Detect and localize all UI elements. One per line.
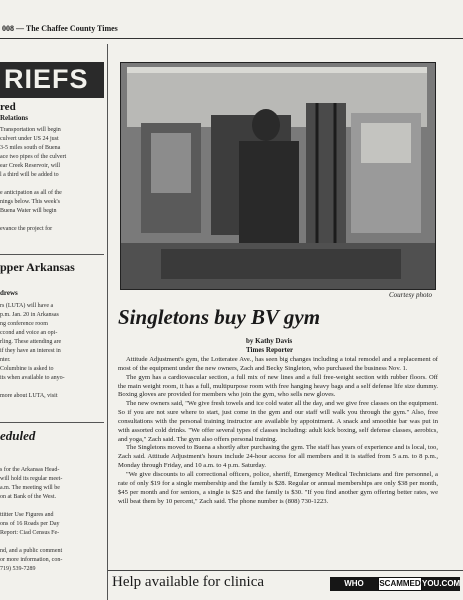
article-paragraph: The Singletons moved to Buena a shortly after purchasing the gym. The staff has years of experience and is local, too, Zach said. Attitude Adjustment's hours include 24-hour access for all members and it is staffed from 5 a.m. to 8 p.m., Monday through Friday, and 10 a.m. to 4 p.m. Saturday.	[118, 444, 438, 470]
brief-line	[0, 216, 104, 225]
brief-line: nings below. This week's	[0, 199, 60, 205]
watermark-right: YOU.COM	[422, 577, 460, 591]
brief-line: Report: Ciad Census Fe-	[0, 530, 60, 536]
byline-name: by Kathy Davis	[246, 337, 293, 345]
brief3-title: eduled	[0, 428, 36, 443]
brief-line: culvert under US 24 just	[0, 136, 59, 142]
brief-line: ttitter Use Figures and	[0, 512, 54, 518]
byline-title: Times Reporter	[246, 346, 294, 354]
brief1-title: red	[0, 101, 16, 113]
brief-line: evance the project for	[0, 226, 53, 232]
brief2-subtitle: drews	[0, 289, 18, 297]
brief-divider	[0, 254, 104, 255]
brief1-text	[0, 126, 104, 234]
watermark-middle: SCAMMED	[378, 577, 422, 591]
brief-line: or more information, con-	[0, 557, 63, 563]
brief-line: p.m. Jan. 20 in Arkansas	[0, 312, 59, 318]
brief-line: a.m. The meeting will be	[0, 485, 60, 491]
brief-line: e anticipation as all of the	[0, 190, 62, 196]
article-paragraph: Attitude Adjustment's gym, the Lotteratee Ave., has seen big changes including a total remodel and a replacement of most of the equipment under the new owners, Zach and Becky Singleton, who purchased the business Nov. 1.	[118, 356, 438, 372]
brief-line: ear Creek Reservoir, will	[0, 163, 61, 169]
article-paragraph: The new owners said, "We give fresh towels and ice cold water all the day, and we give free classes on the equipment. So if you are not sure where to start, just come in the gym and our staff will walk you through the gym." Also, free consultations with the personal training instructor are available by appointment. A snack and smoothie bar was put in with assorted cold drinks. "We offer several types of classes including: adult kick boxing, self defense classes, aerobics, and yoga," Zach said. The gym also offers personal training.	[118, 400, 438, 443]
watermark-left: WHO	[330, 577, 378, 591]
article-paragraph: "We give discounts to all correctional officers, police, sheriff, Emergency Medical Technicians and fire personnel, a rate of only $19 for a single membership and the family is $28. Regular or annual memberships are only $38 per month, $45 per month and for seniors, a single is $25 and the family is $30. "If you find another gym offering better rates, we will beat them by 10 percent," Zach said. The phone number is (808) 730-1223.	[118, 470, 438, 505]
brief-line: nd, and a public comment	[0, 548, 63, 554]
header-text: 008 — The Chaffee County Times	[2, 24, 118, 33]
briefs-banner-text: RIEFS	[4, 64, 89, 94]
brief-line: ons of 16 Roads per Day	[0, 521, 60, 527]
brief-line: its when available to anyo-	[0, 375, 65, 381]
brief-line: Buena Water will begin	[0, 208, 57, 214]
brief2-title: pper Arkansas	[0, 260, 75, 274]
bottom-divider	[108, 570, 463, 571]
brief-divider	[0, 422, 104, 423]
brief-line: ng conference room	[0, 321, 48, 327]
brief-line: Columbine is asked to	[0, 366, 54, 372]
brief-line: more about LUTA, visit	[0, 393, 58, 399]
brief2-text	[0, 302, 104, 401]
brief-line: if they have an interest in	[0, 348, 61, 354]
article-headline: Singletons buy BV gym	[118, 305, 321, 329]
brief1-subtitle: Relations	[0, 114, 28, 122]
gym-photo	[120, 62, 436, 290]
brief-line: Transportation will begin	[0, 127, 61, 133]
brief-line: on at Bank of the West.	[0, 494, 57, 500]
page-header	[0, 24, 463, 39]
gym-photo-image	[121, 63, 435, 289]
brief-line: 3-5 miles south of Buena	[0, 145, 61, 151]
photo-credit: Courtesy photo	[389, 291, 432, 299]
brief-line: 719) 539-7289	[0, 566, 36, 572]
brief-line: l a third will be added to	[0, 172, 59, 178]
brief-line: rling. These attending are	[0, 339, 62, 345]
brief-line: ccond and voice an opi-	[0, 330, 58, 336]
byline	[246, 337, 293, 355]
brief-line	[0, 538, 104, 547]
bottom-headline: Help available for clinica	[112, 574, 265, 590]
brief-line: ace two pipes of the culvert	[0, 154, 67, 160]
brief-line	[0, 180, 104, 189]
brief-line: rs (LUTA) will have a	[0, 303, 54, 309]
column-divider	[107, 44, 108, 600]
brief-line: will hold its regular meet-	[0, 476, 63, 482]
watermark-logo	[330, 575, 460, 595]
briefs-column	[0, 44, 104, 600]
brief-line	[0, 502, 104, 511]
brief-line: nter.	[0, 357, 11, 363]
brief-line: s for the Arkansas Head-	[0, 467, 60, 473]
brief3-text	[0, 466, 104, 574]
article-body	[118, 356, 438, 506]
briefs-banner	[0, 62, 104, 98]
brief-line	[0, 383, 104, 392]
article-paragraph: The gym has a cardiovascular section, a full mix of new lines and a full free-weight section with rubber floors. Off the main weight room, it has a full, multipurpose room with free hanging heavy bags and a self defense life size dummy. Boxing gloves are provided for members who join the gym, who sells new gloves.	[118, 373, 438, 399]
